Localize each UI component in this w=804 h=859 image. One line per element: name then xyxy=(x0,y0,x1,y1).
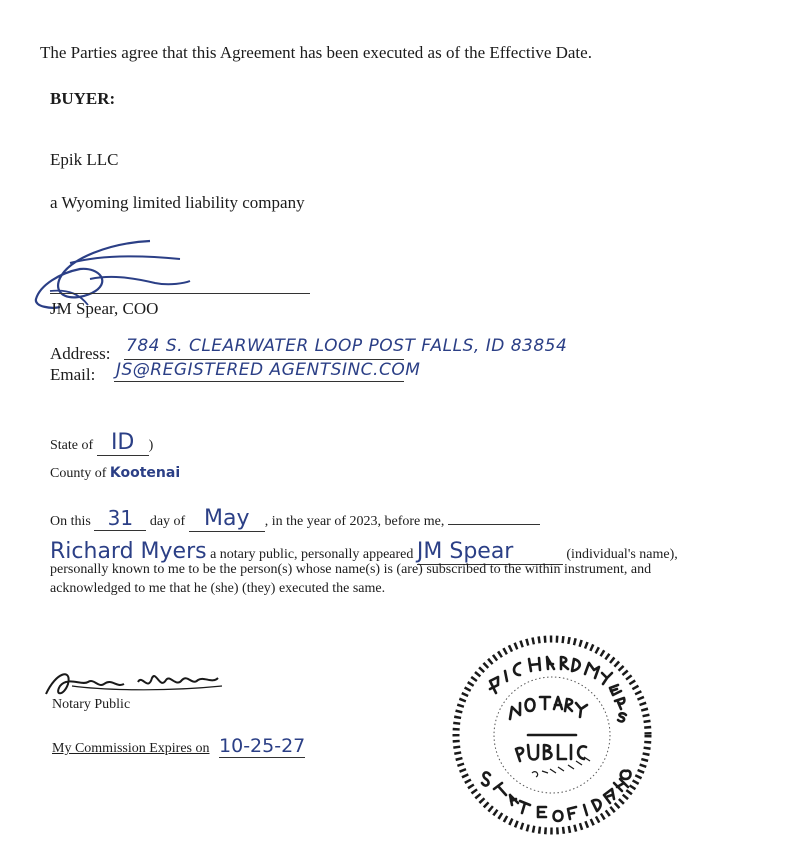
appeared-text: a notary public, personally appeared xyxy=(210,547,414,562)
state-close: ) xyxy=(148,438,154,453)
email-label: Email: xyxy=(50,365,96,384)
notary-seal xyxy=(450,633,654,837)
address-label: Address: xyxy=(50,344,111,363)
commission-label: My Commission Expires on xyxy=(52,741,210,756)
state-value: ID xyxy=(97,430,149,456)
before-me-blank xyxy=(448,524,540,525)
intro-sentence: The Parties agree that this Agreement has been executed as of the Effective Date. xyxy=(40,43,592,62)
county-label: County of xyxy=(50,466,107,481)
notary-public-label: Notary Public xyxy=(52,697,131,712)
email-value: JS@REGISTERED AGENTSINC.COM xyxy=(116,360,421,380)
buyer-signature-line xyxy=(50,293,310,294)
appeared-name-value: JM Spear xyxy=(417,539,563,565)
individual-label: (individual's name), xyxy=(566,547,678,562)
buyer-description: a Wyoming limited liability company xyxy=(50,193,305,212)
notary-body-line-2: personally known to me to be the person(s) whose name(s) is (are) subscribed to the within instrument, and xyxy=(50,562,652,577)
state-label: State of xyxy=(50,438,94,453)
notary-body-line-3: acknowledged to me that he (she) (they) executed the same. xyxy=(50,581,386,596)
day-value: 31 xyxy=(94,506,146,531)
notary-name-value: Richard Myers xyxy=(50,539,207,564)
buyer-company: Epik LLC xyxy=(50,150,119,169)
county-value: Kootenai xyxy=(109,465,181,481)
on-this-label: On this xyxy=(50,514,91,529)
commission-value: 10-25-27 xyxy=(219,735,306,757)
buyer-signer: JM Spear, COO xyxy=(50,299,159,318)
month-value: May xyxy=(189,506,265,532)
address-value: 784 S. CLEARWATER LOOP POST FALLS, ID 83854 xyxy=(126,336,568,356)
buyer-heading: BUYER: xyxy=(50,89,116,108)
email-underline xyxy=(114,381,404,382)
year-text: , in the year of 2023, before me, xyxy=(264,514,445,529)
day-of-label: day of xyxy=(149,514,186,529)
